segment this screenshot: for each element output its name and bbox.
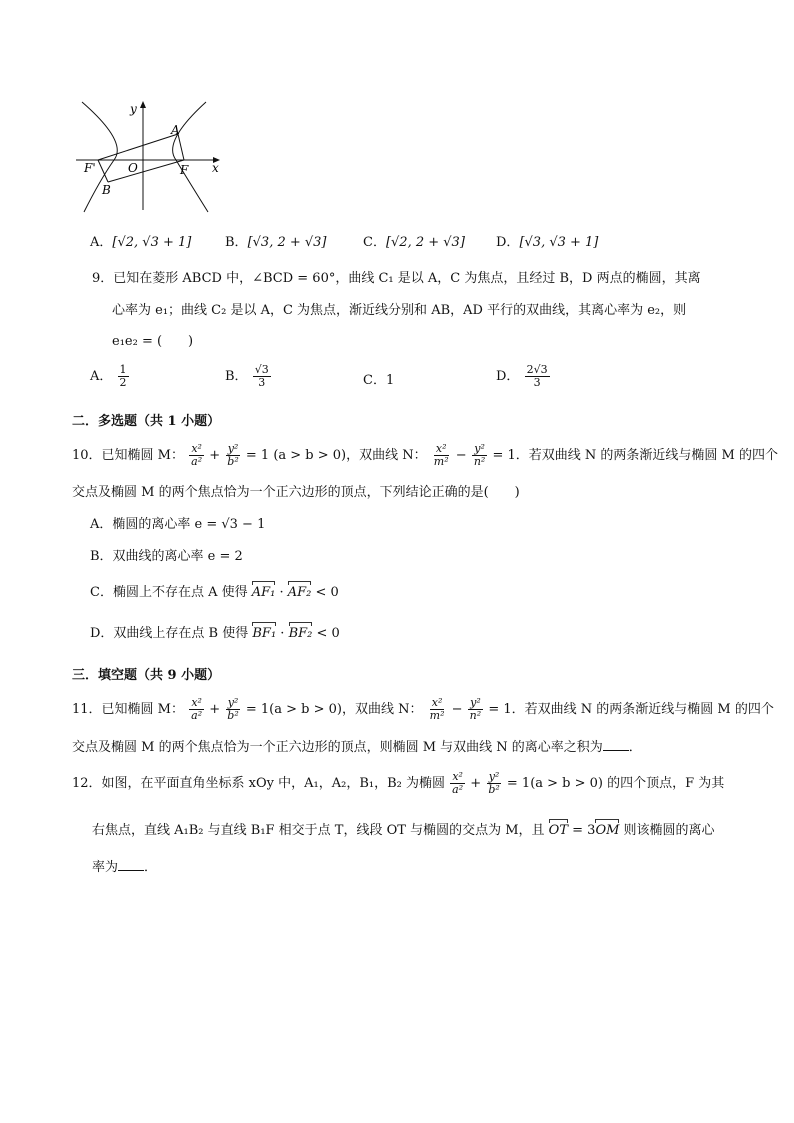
q10-line1: 10．已知椭圆 M： $\frac{\text{x²}}{\text{a²}}$ + $\frac{\text{y²}}{\text{b²}}$ = 1 (a > b > 0)，双曲线 N： $\frac{\text{x²}}{\text{m²}}$ − $\frac{\text{y²}}{\text{n²}}$ = 1．若双曲线 N 的两条渐近线与椭圆 M 的四个 bbox=[72, 442, 778, 468]
q12-answer-blank[interactable] bbox=[118, 858, 144, 871]
q9-line1: 9．已知在菱形 ABCD 中，∠BCD = 60°，曲线 C₁ 是以 A，C 为焦点，且经过 B，D 两点的椭圆，其离 bbox=[92, 271, 701, 286]
q11-frac-y2-n2: $\frac{\text{y²}}{\text{n²}}$ bbox=[469, 696, 482, 722]
q10-option-a[interactable]: A．椭圆的离心率 e = √3 − 1 bbox=[90, 517, 266, 532]
q9-option-a-label: A． bbox=[90, 369, 113, 384]
q9-option-a[interactable] bbox=[90, 364, 130, 389]
q9-option-c-label: C．1 bbox=[363, 373, 395, 388]
q12-frac-x2-a2: $\frac{\text{x²}}{\text{a²}}$ bbox=[452, 770, 464, 796]
q9-option-d-label: D． bbox=[496, 369, 520, 384]
q8-option-a-label: A． bbox=[90, 235, 113, 250]
q8-option-b-label: B． bbox=[225, 235, 248, 250]
q12-line2: 右焦点，直线 A₁B₂ 与直线 B₁F 相交于点 T，线段 OT 与椭圆的交点为 M，且 OT = 3OM 则该椭圆的离心 bbox=[92, 823, 715, 838]
q10-option-c[interactable]: C．椭圆上不存在点 A 使得 AF₁ · AF₂ < 0 bbox=[90, 585, 339, 600]
q12-line3: 率为 ． bbox=[92, 860, 158, 875]
y-axis-arrow bbox=[140, 101, 146, 108]
q9-option-d-fraction: $\frac{2√3}{3}$ bbox=[526, 363, 548, 389]
label-y: y bbox=[130, 102, 137, 116]
vector-bf1: BF₁ bbox=[252, 626, 277, 641]
q8-option-b-value: [√3, 2 + √3] bbox=[247, 235, 327, 250]
q8-option-a[interactable] bbox=[90, 234, 191, 252]
right-branch bbox=[173, 102, 208, 212]
q11-line2: 交点及椭圆 M 的两个焦点恰为一个正六边形的顶点，则椭圆 M 与双曲线 N 的离心率之积为 ． bbox=[72, 740, 642, 755]
q10-frac-x2-a2: $\frac{\text{x²}}{\text{a²}}$ bbox=[191, 442, 203, 468]
vector-ot: OT bbox=[548, 823, 568, 838]
q11-frac-x2-m2: $\frac{\text{x²}}{\text{m²}}$ bbox=[429, 696, 445, 722]
q10-frac-y2-n2: $\frac{\text{y²}}{\text{n²}}$ bbox=[473, 442, 486, 468]
q8-option-c-value: [√2, 2 + √3] bbox=[385, 235, 465, 250]
q8-option-b[interactable] bbox=[225, 234, 327, 252]
q10-line2: 交点及椭圆 M 的两个焦点恰为一个正六边形的顶点，下列结论正确的是( ) bbox=[72, 485, 520, 500]
hyperbola-figure bbox=[70, 98, 230, 216]
q10-frac-x2-m2: $\frac{\text{x²}}{\text{m²}}$ bbox=[433, 442, 449, 468]
q9-option-c[interactable] bbox=[363, 372, 394, 390]
q8-option-c[interactable] bbox=[363, 234, 465, 252]
vector-af1: AF₁ bbox=[251, 585, 276, 600]
vector-om: OM bbox=[595, 823, 620, 838]
segment-b-f bbox=[108, 160, 184, 182]
q12-frac-y2-b2: $\frac{\text{y²}}{\text{b²}}$ bbox=[488, 770, 500, 796]
q11-frac-x2-a2: $\frac{\text{x²}}{\text{a²}}$ bbox=[191, 696, 203, 722]
label-x: x bbox=[212, 161, 219, 175]
q8-option-c-label: C． bbox=[363, 235, 386, 250]
left-branch bbox=[82, 102, 117, 212]
q9-option-b[interactable] bbox=[225, 364, 272, 389]
label-b: B bbox=[102, 183, 111, 197]
segment-a-f bbox=[178, 134, 184, 160]
segment-fprime-a bbox=[98, 134, 178, 160]
q8-option-a-value: [√2, √3 + 1] bbox=[112, 235, 192, 250]
q9-line2: 心率为 e₁；曲线 C₂ 是以 A，C 为焦点，渐近线分别和 AB，AD 平行的双曲线，其离心率为 e₂，则 bbox=[112, 303, 687, 318]
q9-option-b-label: B． bbox=[225, 369, 248, 384]
section-fill-blank-title: 三．填空题（共 9 小题） bbox=[72, 668, 221, 683]
label-a: A bbox=[171, 123, 180, 137]
q11-frac-y2-b2: $\frac{\text{y²}}{\text{b²}}$ bbox=[227, 696, 239, 722]
label-o: O bbox=[128, 161, 138, 175]
q11-answer-blank[interactable] bbox=[603, 738, 629, 751]
q10-option-d[interactable]: D．双曲线上存在点 B 使得 BF₁ · BF₂ < 0 bbox=[90, 626, 340, 641]
vector-bf2: BF₂ bbox=[288, 626, 313, 641]
label-f-prime: F' bbox=[84, 161, 96, 175]
q9-option-d[interactable] bbox=[496, 364, 551, 389]
q10-frac-y2-b2: $\frac{\text{y²}}{\text{b²}}$ bbox=[227, 442, 239, 468]
q11-line1: 11．已知椭圆 M： $\frac{\text{x²}}{\text{a²}}$ + $\frac{\text{y²}}{\text{b²}}$ = 1(a > b > 0)，双曲线 N： $\frac{\text{x²}}{\text{m²}}$ − $\frac{\text{y²}}{\text{n²}}$ = 1．若双曲线 N 的两条渐近线与椭圆 M 的四个 bbox=[72, 696, 774, 722]
vector-af2: AF₂ bbox=[287, 585, 312, 600]
q10-option-b[interactable]: B．双曲线的离心率 e = 2 bbox=[90, 549, 243, 564]
section-multiple-choice-title: 二．多选题（共 1 小题） bbox=[72, 414, 221, 429]
q8-option-d-value: [√3, √3 + 1] bbox=[519, 235, 599, 250]
q12-line1: 12．如图，在平面直角坐标系 xOy 中，A₁，A₂，B₁，B₂ 为椭圆 $\frac{\text{x²}}{\text{a²}}$ + $\frac{\text{y²}}{\text{b²}}$ = 1(a > b > 0) 的四个顶点，F 为其 bbox=[72, 770, 725, 796]
q9-line3: e₁e₂ = ( ) bbox=[112, 334, 194, 349]
q8-option-d[interactable] bbox=[496, 234, 598, 252]
q8-option-d-label: D． bbox=[496, 235, 520, 250]
q9-option-b-fraction: $\frac{√3}{3}$ bbox=[254, 363, 269, 389]
q9-option-a-fraction: $\frac{1}{2}$ bbox=[119, 363, 127, 389]
label-f: F bbox=[180, 163, 189, 177]
